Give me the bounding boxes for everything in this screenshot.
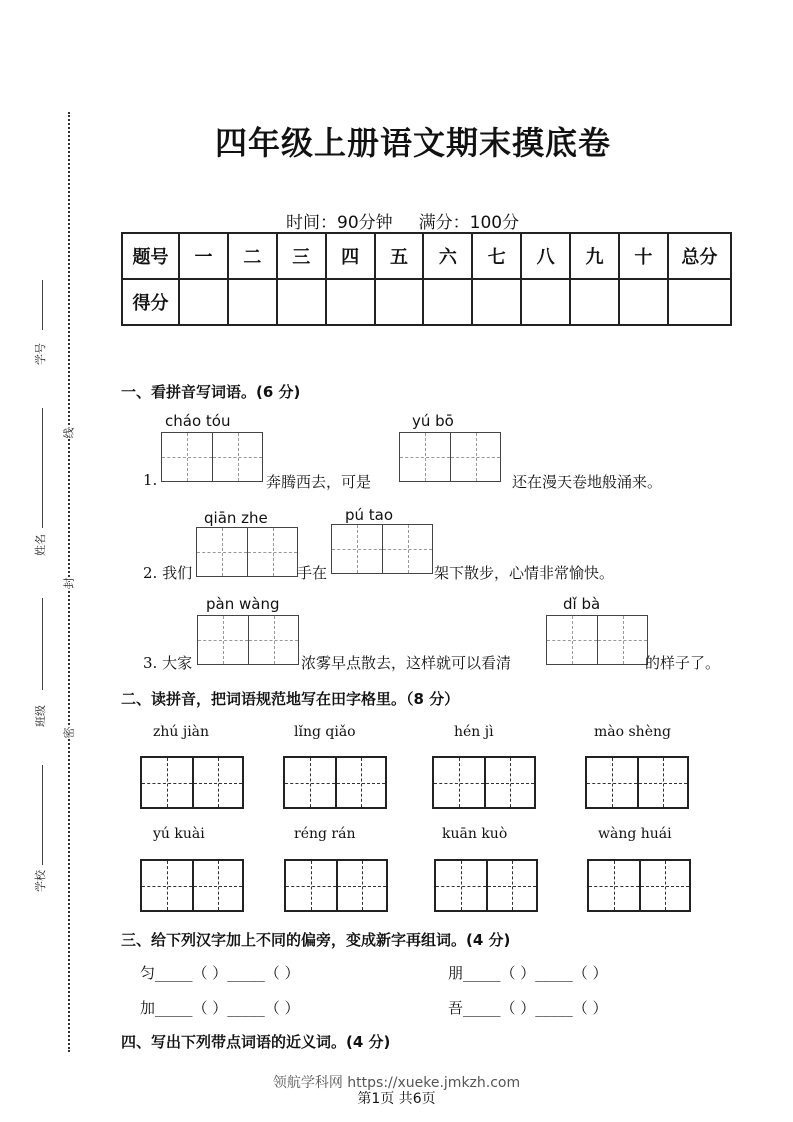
pinyin-label: lǐng qiǎo [294,724,356,740]
score-cell[interactable] [228,279,277,325]
score-cell[interactable] [375,279,424,325]
student-id-label: 学号 [34,343,47,365]
score-cell[interactable] [668,279,731,325]
cut-mark-line: 线 [62,427,76,439]
pinyin-label: kuān kuò [442,826,508,842]
header-cell: 二 [228,233,277,279]
score-row-label: 得分 [122,279,179,325]
tianzige-grid[interactable] [585,756,689,809]
page-number: 第1页 共6页 [357,1091,436,1107]
tianzige-grid[interactable] [284,859,388,912]
score-table-header-row [122,233,731,279]
tianzige-grid[interactable] [432,756,536,809]
score-cell[interactable] [179,279,228,325]
pinyin-label: zhú jiàn [153,724,210,740]
header-cell: 五 [375,233,424,279]
section1-heading: 一、看拼音写词语。(6 分) [121,383,301,401]
pinyin-label: pú tao [345,506,394,524]
section2-heading: 二、读拼音，把词语规范地写在田字格里。（8 分） [121,690,460,708]
score-cell[interactable] [570,279,619,325]
header-cell: 七 [472,233,521,279]
pinyin-label: cháo tóu [165,412,231,430]
writing-grid[interactable] [161,432,263,482]
sentence-prefix: 2. 我们 [143,564,193,582]
sentence-end: 架下散步，心情非常愉快。 [434,564,615,582]
header-cell: 总分 [668,233,731,279]
header-cell: 八 [521,233,570,279]
pinyin-label: réng rán [294,826,356,842]
writing-grid[interactable] [399,432,501,482]
header-cell: 十 [619,233,668,279]
tianzige-grid[interactable] [140,756,244,809]
header-cell: 题号 [122,233,179,279]
writing-grid[interactable] [196,527,298,577]
time-label: 时间：90分钟 [286,213,393,233]
cut-mark-seal: 封 [62,577,76,589]
writing-grid[interactable] [197,615,299,665]
sentence-end: 还在漫天卷地般涌来。 [512,473,663,491]
sentence-end: 的样子了。 [645,654,721,672]
name-label: 姓名 [34,534,47,556]
watermark-text: 领航学科网 https://xueke.jmkzh.com [272,1075,521,1091]
writing-grid[interactable] [546,615,648,665]
sentence-middle: 浓雾早点散去，这样就可以看清 [301,654,512,672]
radical-question: 匀_____（ ）_____（ ） [140,964,300,982]
page-title: 四年级上册语文期末摸底卷 [214,124,611,162]
score-cell[interactable] [423,279,472,325]
header-cell: 一 [179,233,228,279]
score-table [121,232,732,326]
exam-info [286,208,519,233]
sentence-prefix: 3. 大家 [143,654,193,672]
pinyin-label: mào shèng [594,724,671,740]
writing-grid[interactable] [331,524,433,574]
pinyin-label: pàn wàng [206,595,280,613]
full-score-label: 满分：100分 [418,213,520,233]
score-cell[interactable] [521,279,570,325]
class-label: 班级 [34,705,47,727]
score-cell[interactable] [326,279,375,325]
school-label: 学校 [34,870,47,892]
header-cell: 九 [570,233,619,279]
pinyin-label: wàng huái [598,826,672,842]
pinyin-label: yú bō [412,412,454,430]
radical-question: 朋_____（ ）_____（ ） [448,964,608,982]
score-cell[interactable] [472,279,521,325]
tianzige-grid[interactable] [140,859,244,912]
radical-question: 吾_____（ ）_____（ ） [448,999,608,1017]
header-cell: 六 [423,233,472,279]
score-table-score-row [122,279,731,325]
school-blank [42,765,43,865]
pinyin-label: hén jì [454,724,494,740]
sentence-middle: 奔腾西去，可是 [266,473,372,491]
tianzige-grid[interactable] [434,859,538,912]
pinyin-label: qiān zhe [204,509,268,527]
tianzige-grid[interactable] [587,859,691,912]
tianzige-grid[interactable] [283,756,387,809]
class-blank [42,598,43,690]
section3-heading: 三、给下列汉字加上不同的偏旁，变成新字再组词。(4 分) [121,931,511,949]
pinyin-label: dǐ bà [563,595,601,613]
sentence-prefix: 1. [143,471,158,489]
score-cell[interactable] [277,279,326,325]
radical-question: 加_____（ ）_____（ ） [140,999,300,1017]
header-cell: 四 [326,233,375,279]
cut-mark-secret: 密 [62,727,76,739]
student-id-blank [42,280,43,330]
pinyin-label: yú kuài [153,826,205,842]
section4-heading: 四、写出下列带点词语的近义词。(4 分) [121,1033,391,1051]
header-cell: 三 [277,233,326,279]
name-blank [42,408,43,528]
score-cell[interactable] [619,279,668,325]
sentence-middle: 手在 [297,564,328,582]
